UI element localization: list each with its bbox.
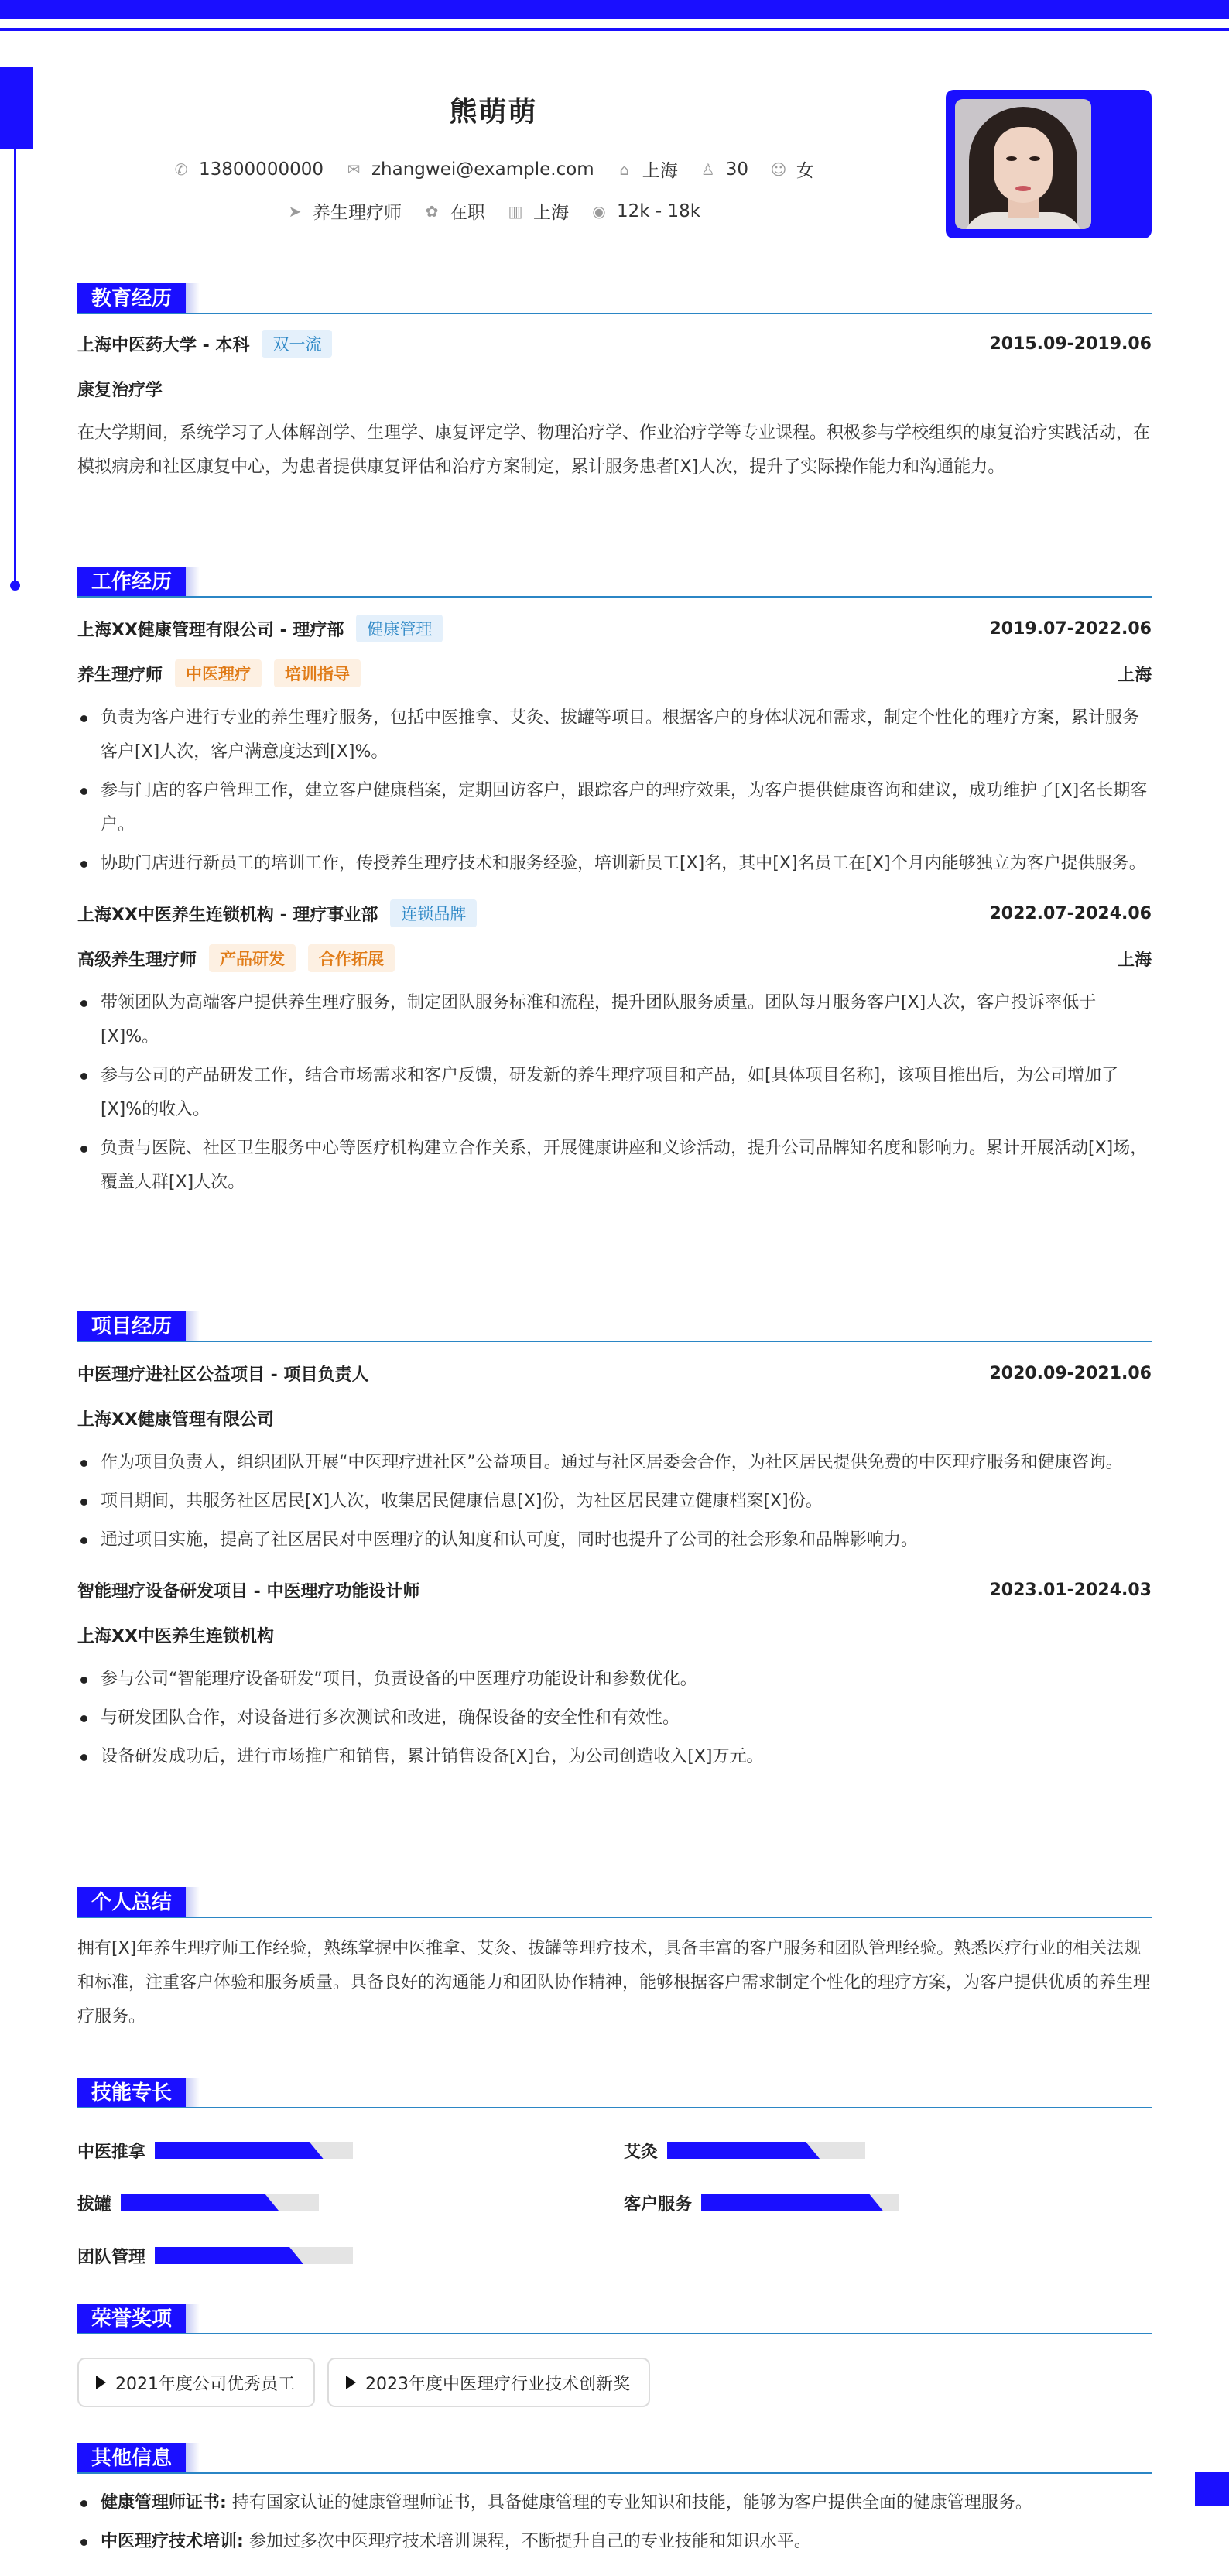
job-position-row bbox=[77, 656, 1152, 690]
project-date: 2023.01-2024.03 bbox=[989, 1580, 1152, 1600]
list-item: 参与门店的客户管理工作，建立客户健康档案，定期回访客户，跟踪客户的理疗效果，为客户提供健康咨询和建议，成功维护了[X]名长期客户。 bbox=[77, 774, 1152, 842]
list-item: 参与公司的产品研发工作，结合市场需求和客户反馈，研发新的养生理疗项目和产品，如[具体项目名称]，该项目推出后，为公司增加了[X]%的收入。 bbox=[77, 1059, 1152, 1127]
list-item: 参与公司“智能理疗设备研发”项目，负责设备的中医理疗功能设计和参数优化。 bbox=[77, 1663, 1152, 1697]
job-bullets bbox=[77, 986, 1152, 1200]
job-company-row bbox=[77, 611, 1152, 646]
list-item: 项目期间，共服务社区居民[X]人次，收集居民健康信息[X]份，为社区居民建立健康档案[X]份。 bbox=[77, 1485, 1152, 1519]
hometown-value: 上海 bbox=[642, 161, 678, 181]
project-name-row bbox=[77, 1356, 1152, 1390]
list-item: 协助门店进行新员工的培训工作，传授养生理疗技术和服务经验，培训新员工[X]名，其中[X]名员工在[X]个月内能够独立为客户提供服务。 bbox=[77, 847, 1152, 881]
summary-title: 个人总结 bbox=[77, 1887, 186, 1918]
project-bullets bbox=[77, 1663, 1152, 1774]
job-tag: 合作拓展 bbox=[308, 944, 395, 972]
project-org-row bbox=[77, 1401, 1152, 1435]
section-header bbox=[77, 1311, 1152, 1342]
job-date: 2019.07-2022.06 bbox=[989, 618, 1152, 639]
job-tag: 中医理疗 bbox=[175, 659, 262, 687]
education-description: 在大学期间，系统学习了人体解剖学、生理学、康复评定学、物理治疗学、作业治疗学等专业课程。积极参与学校组织的康复治疗实践活动，在模拟病房和社区康复中心，为患者提供康复评估和治疗方案制定，累计服务患者[X]人次，提升了实际操作能力和沟通能力。 bbox=[77, 423, 1151, 477]
other-label: 中医理疗技术培训: bbox=[101, 2532, 244, 2551]
list-item: 通过项目实施，提高了社区居民对中医理疗的认知度和认可度，同时也提升了公司的社会形象和品牌影响力。 bbox=[77, 1523, 1152, 1557]
job-bullets bbox=[77, 701, 1152, 881]
skill-item bbox=[624, 2135, 865, 2166]
honors-section bbox=[77, 2304, 1152, 2407]
skills-title: 技能专长 bbox=[77, 2078, 186, 2108]
list-item: 带领团队为高端客户提供养生理疗服务，制定团队服务标准和流程，提升团队服务质量。团队每月服务客户[X]人次，客户投诉率低于[X]%。 bbox=[77, 986, 1152, 1054]
skill-bar-fill bbox=[701, 2194, 884, 2211]
city-icon: ▥ bbox=[508, 201, 523, 221]
email-value: zhangwei@example.com bbox=[371, 159, 594, 180]
section-header bbox=[77, 283, 1152, 314]
list-item bbox=[77, 2486, 1152, 2520]
skill-name: 中医推拿 bbox=[77, 2142, 146, 2162]
phone-item bbox=[173, 156, 324, 182]
education-date: 2015.09-2019.06 bbox=[989, 334, 1152, 354]
list-item: 作为项目负责人，组织团队开展“中医理疗进社区”公益项目。通过与社区居委会合作，为社区居民提供免费的中医理疗服务和健康咨询。 bbox=[77, 1446, 1152, 1480]
job-value: 养生理疗师 bbox=[312, 203, 402, 223]
job-city: 上海 bbox=[1117, 950, 1152, 970]
job-tag: 培训指导 bbox=[274, 659, 361, 687]
section-header bbox=[77, 2443, 1152, 2474]
status-value: 在职 bbox=[449, 203, 485, 223]
job-icon: ➤ bbox=[288, 201, 302, 221]
contact-row bbox=[77, 156, 909, 182]
skills-list bbox=[77, 2108, 1152, 2271]
other-text: 持有国家认证的健康管理师证书，具备健康管理的专业知识和技能，能够为客户提供全面的健康管理服务。 bbox=[231, 2493, 1032, 2513]
honor-text: 2021年度公司优秀员工 bbox=[115, 2374, 295, 2394]
job-position: 养生理疗师 bbox=[77, 665, 163, 685]
job-position-row bbox=[77, 941, 1152, 975]
skill-name: 客户服务 bbox=[624, 2194, 693, 2215]
project-name: 中医理疗进社区公益项目 - 项目负责人 bbox=[77, 1365, 369, 1385]
age-item bbox=[700, 156, 748, 182]
honors-list bbox=[77, 2358, 1152, 2407]
skill-item bbox=[77, 2135, 353, 2166]
other-label: 健康管理师证书: bbox=[101, 2493, 227, 2513]
list-item bbox=[77, 2525, 1152, 2559]
email-item bbox=[345, 156, 594, 182]
other-title: 其他信息 bbox=[77, 2443, 186, 2474]
honor-item bbox=[77, 2358, 315, 2407]
play-icon bbox=[96, 2376, 106, 2389]
age-value: 30 bbox=[725, 159, 748, 180]
status-icon: ✿ bbox=[425, 201, 439, 221]
phone-icon: ✆ bbox=[174, 159, 188, 179]
hometown-item bbox=[616, 156, 678, 182]
project-bullets bbox=[77, 1446, 1152, 1557]
status-item bbox=[423, 198, 485, 224]
project-date: 2020.09-2021.06 bbox=[989, 1363, 1152, 1383]
skill-bar bbox=[155, 2142, 353, 2159]
work-section bbox=[77, 567, 1152, 1204]
right-accent-tab bbox=[1195, 2472, 1229, 2506]
left-accent-block bbox=[0, 67, 33, 149]
age-icon: ♙ bbox=[700, 159, 715, 179]
project-name: 智能理疗设备研发项目 - 中医理疗功能设计师 bbox=[77, 1581, 420, 1601]
job-entry bbox=[77, 896, 1152, 1200]
skill-name: 艾灸 bbox=[624, 2142, 659, 2162]
skill-bar-fill bbox=[155, 2142, 324, 2159]
section-header bbox=[77, 2304, 1152, 2334]
education-title: 教育经历 bbox=[77, 283, 186, 314]
summary-text: 拥有[X]年养生理疗师工作经验，熟练掌握中医推拿、艾灸、拔罐等理疗技术，具备丰富的客户服务和团队管理经验。熟悉医疗行业的相关法规和标准，注重客户体验和服务质量。具备良好的沟通能力和团队协作精神，能够根据客户需求制定个性化的理疗方案，为客户提供优质的养生理疗服务。 bbox=[77, 1939, 1151, 2026]
projects-section bbox=[77, 1311, 1152, 1779]
skill-bar-fill bbox=[155, 2247, 303, 2264]
list-item: 负责为客户进行专业的养生理疗服务，包括中医推拿、艾灸、拔罐等项目。根据客户的身体状况和需求，制定个性化的理疗方案，累计服务客户[X]人次，客户满意度达到[X]%。 bbox=[77, 701, 1152, 769]
job-company-row bbox=[77, 896, 1152, 930]
project-name-row bbox=[77, 1573, 1152, 1607]
projects-title: 项目经历 bbox=[77, 1311, 186, 1342]
honor-text: 2023年度中医理疗行业技术创新奖 bbox=[365, 2374, 630, 2394]
salary-value: 12k - 18k bbox=[616, 200, 701, 221]
job-item bbox=[286, 198, 402, 224]
gender-value: 女 bbox=[796, 161, 814, 181]
work-title: 工作经历 bbox=[77, 567, 186, 598]
job-tag: 产品研发 bbox=[209, 944, 296, 972]
skill-bar bbox=[667, 2142, 865, 2159]
skill-bar bbox=[121, 2194, 319, 2211]
section-header bbox=[77, 567, 1152, 598]
section-header bbox=[77, 2078, 1152, 2108]
job-entry bbox=[77, 611, 1152, 881]
summary-section bbox=[77, 1887, 1152, 2034]
left-accent-line bbox=[14, 144, 16, 585]
phone-value: 13800000000 bbox=[199, 159, 324, 180]
honor-item bbox=[327, 2358, 650, 2407]
resume-header bbox=[77, 85, 1152, 240]
project-entry bbox=[77, 1573, 1152, 1774]
school-name: 上海中医药大学 - 本科 bbox=[77, 335, 250, 355]
skill-bar-fill bbox=[121, 2194, 279, 2211]
intent-row bbox=[77, 198, 909, 224]
play-icon bbox=[346, 2376, 356, 2389]
job-position: 高级养生理疗师 bbox=[77, 950, 197, 970]
top-accent-bar bbox=[0, 0, 1229, 19]
skill-name: 团队管理 bbox=[77, 2247, 146, 2267]
company-tag: 健康管理 bbox=[356, 615, 443, 642]
skills-section bbox=[77, 2078, 1152, 2271]
major-row bbox=[77, 372, 1152, 406]
company-name: 上海XX中医养生连锁机构 - 理疗事业部 bbox=[77, 905, 378, 925]
company-name: 上海XX健康管理有限公司 - 理疗部 bbox=[77, 620, 344, 640]
candidate-name: 熊萌萌 bbox=[449, 96, 538, 128]
city-value: 上海 bbox=[532, 203, 569, 223]
project-org-row bbox=[77, 1618, 1152, 1652]
honors-title: 荣誉奖项 bbox=[77, 2304, 186, 2334]
company-tag: 连锁品牌 bbox=[390, 899, 477, 927]
skill-item bbox=[624, 2187, 899, 2218]
salary-icon: ◉ bbox=[592, 201, 606, 221]
education-section bbox=[77, 283, 1152, 485]
job-city: 上海 bbox=[1117, 665, 1152, 685]
skill-item bbox=[77, 2187, 319, 2218]
project-org: 上海XX健康管理有限公司 bbox=[77, 1410, 274, 1430]
major-name: 康复治疗学 bbox=[77, 380, 163, 400]
skill-item bbox=[77, 2240, 353, 2271]
section-header bbox=[77, 1887, 1152, 1918]
education-row bbox=[77, 327, 1152, 361]
skill-bar bbox=[701, 2194, 899, 2211]
list-item: 设备研发成功后，进行市场推广和销售，累计销售设备[X]台，为公司创造收入[X]万元。 bbox=[77, 1740, 1152, 1774]
skill-bar-fill bbox=[667, 2142, 820, 2159]
other-text: 参加过多次中医理疗技术培训课程，不断提升自己的专业技能和知识水平。 bbox=[248, 2532, 811, 2551]
school-tag: 双一流 bbox=[262, 330, 332, 358]
project-entry bbox=[77, 1356, 1152, 1557]
city-item bbox=[507, 198, 569, 224]
gender-icon: ☺ bbox=[770, 159, 787, 179]
gender-item bbox=[770, 156, 814, 182]
other-section bbox=[77, 2443, 1152, 2559]
list-item: 与研发团队合作，对设备进行多次测试和改进，确保设备的安全性和有效性。 bbox=[77, 1701, 1152, 1735]
salary-item bbox=[591, 198, 700, 224]
list-item: 负责与医院、社区卫生服务中心等医疗机构建立合作关系，开展健康讲座和义诊活动，提升公司品牌知名度和影响力。累计开展活动[X]场，覆盖人群[X]人次。 bbox=[77, 1132, 1152, 1200]
other-list bbox=[77, 2486, 1152, 2559]
top-accent-line bbox=[0, 28, 1229, 31]
home-icon: ⌂ bbox=[619, 159, 630, 179]
mail-icon: ✉ bbox=[347, 159, 361, 179]
photo-frame bbox=[946, 90, 1152, 238]
profile-photo bbox=[955, 99, 1091, 229]
job-date: 2022.07-2024.06 bbox=[989, 903, 1152, 923]
skill-name: 拔罐 bbox=[77, 2194, 112, 2215]
project-org: 上海XX中医养生连锁机构 bbox=[77, 1626, 274, 1646]
left-accent-dot bbox=[10, 581, 20, 591]
skill-bar bbox=[155, 2247, 353, 2264]
